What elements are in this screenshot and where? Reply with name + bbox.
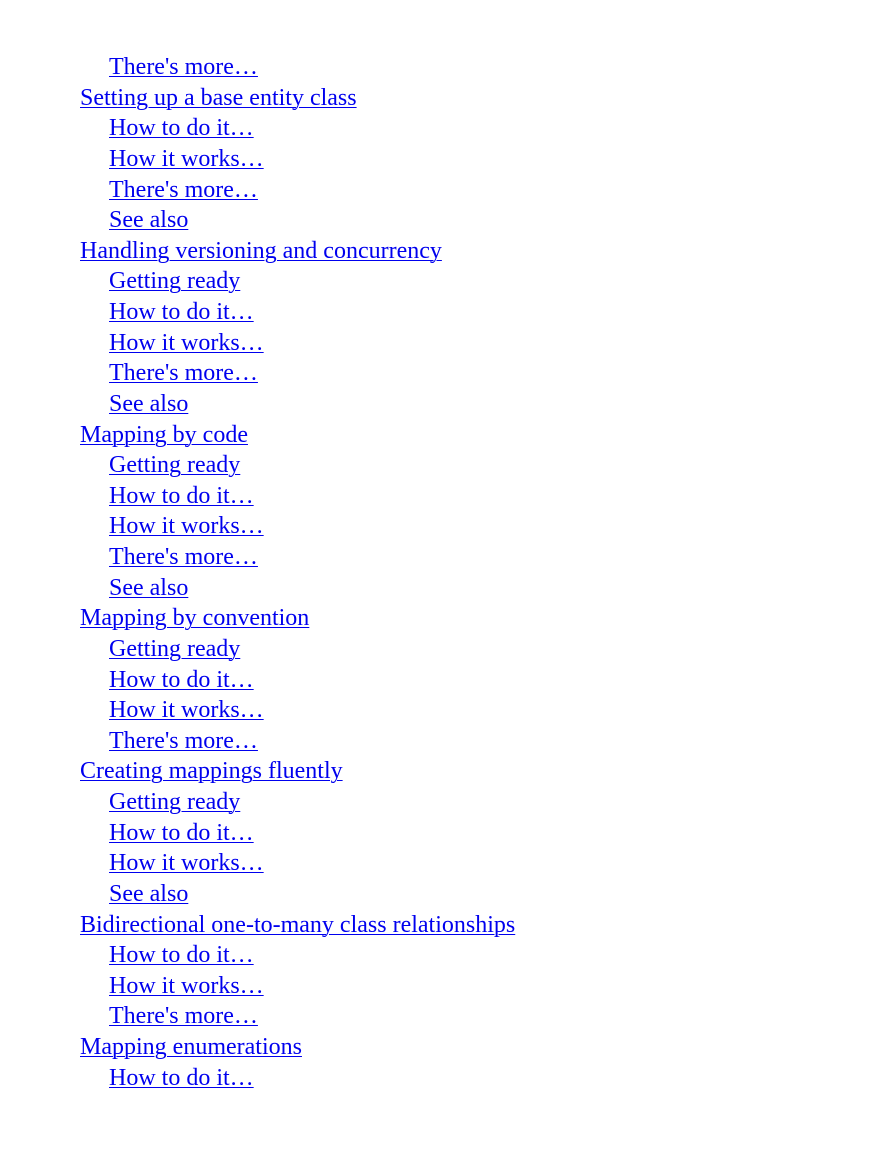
- toc-entry: [80, 573, 515, 604]
- toc-link[interactable]: Mapping by code: [80, 421, 248, 448]
- toc-link[interactable]: There's more…: [109, 1003, 258, 1030]
- toc-entry: [80, 328, 515, 359]
- toc-link[interactable]: See also: [109, 574, 189, 601]
- toc-entry: [80, 695, 515, 726]
- toc-entry: [80, 450, 515, 481]
- toc-link[interactable]: Getting ready: [109, 635, 241, 662]
- toc-entry: [80, 665, 515, 696]
- toc-link[interactable]: How it works…: [109, 697, 264, 724]
- toc-link[interactable]: How it works…: [109, 145, 264, 172]
- toc-link[interactable]: How to do it…: [109, 666, 254, 693]
- toc-entry: [80, 511, 515, 542]
- table-of-contents: [80, 52, 515, 1093]
- toc-entry: [80, 236, 515, 267]
- toc-link[interactable]: Setting up a base entity class: [80, 84, 357, 111]
- toc-entry: [80, 787, 515, 818]
- toc-link[interactable]: How it works…: [109, 329, 264, 356]
- toc-entry: [80, 175, 515, 206]
- toc-link[interactable]: How to do it…: [109, 1064, 254, 1091]
- toc-entry: [80, 910, 515, 941]
- toc-entry: [80, 205, 515, 236]
- toc-link[interactable]: Getting ready: [109, 789, 241, 815]
- toc-link[interactable]: Mapping by convention: [80, 605, 310, 632]
- toc-link[interactable]: There's more…: [109, 176, 258, 203]
- toc-link[interactable]: Handling versioning and concurrency: [80, 237, 442, 264]
- toc-link[interactable]: Getting ready: [109, 268, 241, 295]
- toc-link[interactable]: There's more…: [109, 727, 258, 754]
- toc-entry: [80, 1001, 515, 1032]
- toc-entry: [80, 726, 515, 757]
- toc-link[interactable]: See also: [109, 390, 189, 417]
- toc-entry: [80, 848, 515, 879]
- toc-entry: [80, 52, 515, 83]
- toc-entry: [80, 83, 515, 114]
- toc-link[interactable]: How to do it…: [109, 819, 254, 846]
- toc-entry: [80, 1032, 515, 1063]
- toc-link[interactable]: Bidirectional one-to-many class relationships: [80, 911, 516, 938]
- toc-entry: [80, 266, 515, 297]
- toc-link[interactable]: How it works…: [109, 850, 264, 877]
- toc-entry: [80, 420, 515, 451]
- toc-entry: [80, 1063, 515, 1094]
- toc-link[interactable]: Mapping enumerations: [80, 1034, 302, 1060]
- toc-entry: [80, 634, 515, 665]
- toc-link[interactable]: How to do it…: [109, 482, 254, 509]
- toc-entry: [80, 144, 515, 175]
- toc-entry: [80, 603, 515, 634]
- toc-entry: [80, 971, 515, 1002]
- toc-entry: [80, 113, 515, 144]
- toc-entry: [80, 358, 515, 389]
- toc-link[interactable]: There's more…: [109, 360, 258, 387]
- toc-link[interactable]: How to do it…: [109, 299, 254, 325]
- toc-link[interactable]: There's more…: [109, 544, 258, 570]
- toc-link[interactable]: Getting ready: [109, 452, 241, 479]
- toc-link[interactable]: How to do it…: [109, 115, 254, 142]
- toc-entry: [80, 879, 515, 910]
- toc-entry: [80, 389, 515, 420]
- toc-entry: [80, 481, 515, 512]
- toc-entry: [80, 940, 515, 971]
- toc-entry: [80, 756, 515, 787]
- toc-link[interactable]: See also: [109, 207, 189, 234]
- toc-link[interactable]: How it works…: [109, 513, 264, 540]
- toc-link[interactable]: There's more…: [109, 54, 258, 80]
- toc-link[interactable]: How to do it…: [109, 942, 254, 969]
- toc-entry: [80, 818, 515, 849]
- toc-link[interactable]: How it works…: [109, 972, 264, 999]
- toc-link[interactable]: See also: [109, 880, 189, 907]
- toc-link[interactable]: Creating mappings fluently: [80, 758, 343, 785]
- toc-entry: [80, 297, 515, 328]
- toc-entry: [80, 542, 515, 573]
